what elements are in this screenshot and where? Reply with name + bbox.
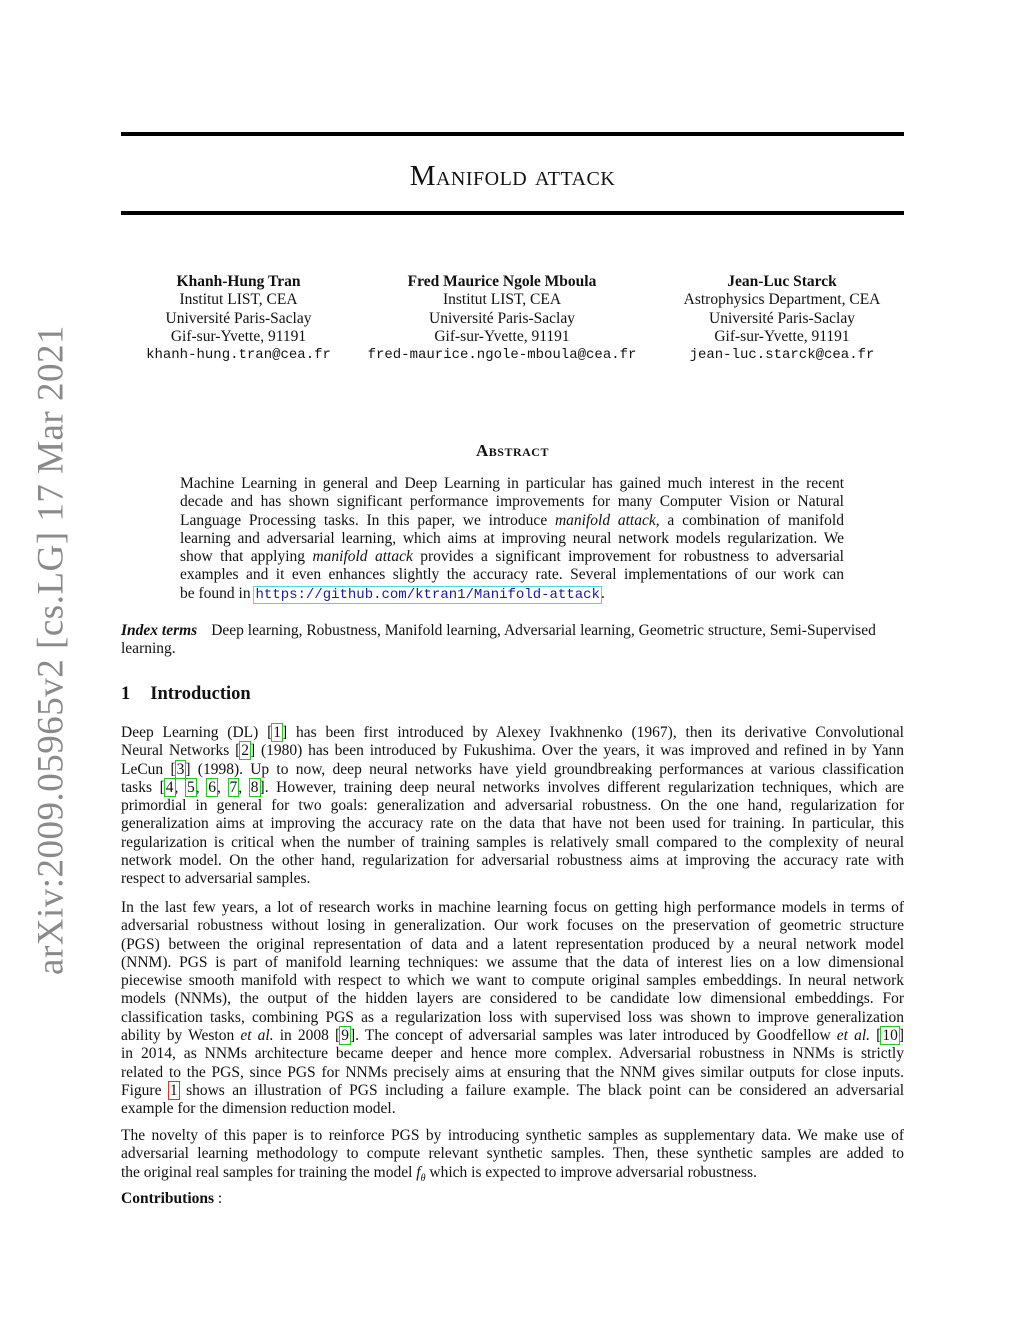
abstract-line: show that applying manifold attack provides a significant improvement for robustness to adversarial [180, 548, 844, 566]
text-line: the original real samples for training the model $f_\theta$ which is expected to improve adversarial robustness. [121, 1163, 757, 1184]
author-affiliation: Gif-sur-Yvette, 91191 [714, 327, 850, 345]
author-email[interactable]: jean-luc.starck@cea.fr [689, 347, 875, 364]
abstract-line: Language Processing tasks. In this paper, we introduce manifold attack, a combination of manifold [180, 511, 844, 529]
author-2 [357, 273, 647, 364]
text-line: Deep Learning (DL) [1] has been first introduced by Alexey Ivakhnenko (1967), then its derivative Convolutional [121, 724, 904, 741]
author-email[interactable]: fred-maurice.ngole-mboula@cea.fr [367, 347, 637, 364]
citation-link[interactable]: 9 [341, 1027, 349, 1045]
text-line: (PGS) between the original representation of data and a latent representation produced by a neural network model [121, 935, 904, 953]
emphasis: et al. [240, 1027, 274, 1045]
section-title: Introduction [150, 684, 251, 704]
text-line: LeCun [3] (1998). Up to now, deep neural networks have yield groundbreaking performances at various classification [121, 760, 904, 778]
text-line: (NNM). PGS is part of manifold learning techniques: we assume that the data of interest lies on a low dimensional [121, 953, 904, 971]
author-name: Fred Maurice Ngole Mboula [407, 273, 597, 290]
text-line: adversarial learning methodology to compute relevant synthetic samples. Then, these synthetic samples are added to [121, 1145, 904, 1163]
author-affiliation: Institut LIST, CEA [179, 291, 298, 309]
contributions-heading: Contributions : [121, 1190, 223, 1207]
citation-link[interactable]: 3 [176, 760, 185, 778]
title-rule-bottom [121, 211, 904, 215]
author-3 [656, 273, 908, 364]
model-symbol: $f_\theta$ [416, 1163, 426, 1184]
text-line: piecewise smooth manifold with respect to which we want to compute original samples embeddings. In neural network [121, 972, 904, 990]
text-line: Neural Networks [2] (1980) has been introduced by Fukushima. Over the years, it was improved and refined in by Yann [121, 742, 904, 760]
repository-link[interactable]: https://github.com/ktran1/Manifold-attack [255, 586, 600, 603]
figure-link[interactable]: 1 [169, 1081, 178, 1099]
author-name: Jean-Luc Starck [727, 273, 837, 290]
text-line: primordial in general for two goals: generalization and adversarial robustness. On the one hand, regularization for [121, 797, 904, 815]
text-line: network model. On the other hand, regularization for adversarial robustness aims at improving the accuracy rate with [121, 852, 904, 870]
citation-link[interactable]: 1 [273, 724, 282, 741]
paragraph-1 [121, 724, 904, 889]
text-line: related to the PGS, since PGS for NNMs precisely aims at ensuring that the NNM gives similar outputs for close inputs. [121, 1063, 904, 1081]
text-line: in 2014, as NNMs architecture became deeper and hence more complex. Adversarial robustness in NNMs is strictly [121, 1045, 904, 1063]
citation-link[interactable]: 8 [250, 778, 259, 796]
author-affiliation: Gif-sur-Yvette, 91191 [434, 327, 570, 345]
abstract-heading: Abstract [476, 441, 549, 460]
citation-link[interactable]: 5 [187, 778, 195, 796]
author-email[interactable]: khanh-hung.tran@cea.fr [146, 347, 331, 364]
author-affiliation: Institut LIST, CEA [442, 291, 562, 309]
abstract-line: decade and has shown significant performance improvements for many Computer Vision or Natural [180, 493, 844, 511]
abstract-line: learning and adversarial learning, which aims at improving neural network models regularization. We [180, 529, 844, 547]
text-line: example for the dimension reduction model. [121, 1100, 396, 1118]
text-line: models (NNMs), the output of the hidden layers are considered to be candidate low dimensional embeddings. For [121, 990, 904, 1008]
author-1 [121, 273, 356, 364]
text-line: adversarial robustness without losing in generalization. Our work focuses on the preservation of geometric structure [121, 917, 904, 935]
index-terms-text: Deep learning, Robustness, Manifold learning, Adversarial learning, Geometric structure, Semi-Supervised learning. [121, 622, 876, 658]
abstract-line: be found in https://github.com/ktran1/Manifold-attack. [180, 584, 605, 603]
abstract-body [180, 475, 844, 603]
text-line: generalization aims at improving the accuracy rate on the data that have not been used for training. In particular, this [121, 815, 904, 833]
title-rule-top [121, 132, 904, 136]
citation-link[interactable]: 10 [882, 1027, 898, 1045]
arxiv-identifier: arXiv:2009.05965v2 [cs.LG] 17 Mar 2021 [30, 325, 72, 975]
text-line: regularization is critical when the number of training samples is relatively small compared to the complexity of neural [121, 833, 904, 851]
text-line: In the last few years, a lot of research works in machine learning focus on getting high performance models in terms of [121, 899, 904, 916]
author-affiliation: Astrophysics Department, CEA [683, 291, 881, 309]
section-number: 1 [121, 684, 131, 704]
text-line: Figure 1 shows an illustration of PGS including a failure example. The black point can be considered an adversarial [121, 1081, 905, 1099]
text-line: ability by Weston et al. in 2008 [9]. The concept of adversarial samples was later introduced by Goodfellow et al. [10] [121, 1027, 904, 1045]
section-heading [121, 684, 251, 705]
emphasis: manifold attack [554, 511, 656, 529]
author-affiliation: Gif-sur-Yvette, 91191 [170, 327, 307, 345]
author-affiliation: Université Paris-Saclay [709, 309, 855, 327]
index-terms [121, 622, 904, 659]
author-affiliation: Université Paris-Saclay [429, 309, 575, 327]
paper-title: Manifold attack [409, 160, 616, 192]
citation-link[interactable]: 7 [229, 778, 238, 796]
text-line: tasks [4, 5, 6, 7, 8]. However, training deep neural networks involves different regularization techniques, which are [121, 778, 905, 796]
author-name: Khanh-Hung Tran [176, 273, 301, 290]
citation-link[interactable]: 6 [208, 778, 217, 796]
citation-link[interactable]: 4 [165, 778, 174, 796]
index-terms-label: Index terms [121, 622, 198, 639]
abstract-line: Machine Learning in general and Deep Learning in particular has gained much interest in the recent [180, 475, 844, 492]
text-line: The novelty of this paper is to reinforce PGS by introducing synthetic samples as supplementary data. We make use of [121, 1127, 904, 1144]
author-affiliation: Université Paris-Saclay [165, 309, 312, 327]
text-line: classification tasks, combining PGS as a regularization loss with supervised loss was shown to improve generalization [121, 1008, 904, 1026]
emphasis: et al. [836, 1027, 871, 1045]
citation-link[interactable]: 2 [241, 742, 250, 760]
abstract-line: examples and it even enhances slightly the accuracy rate. Several implementations of our work can [180, 566, 844, 584]
text-line: respect to adversarial samples. [121, 870, 311, 888]
paragraph-2 [121, 899, 904, 1119]
paragraph-3 [121, 1127, 904, 1182]
emphasis: manifold attack [312, 548, 413, 566]
